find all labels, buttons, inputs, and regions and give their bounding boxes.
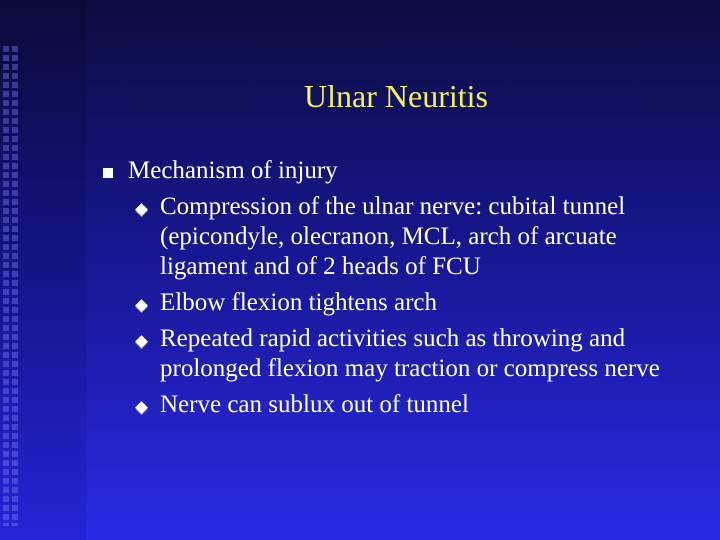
subbullet-item: [96, 192, 696, 282]
diamond-bullet-icon: [135, 203, 148, 216]
decorative-square-grid: [3, 46, 21, 526]
slide-content: [96, 156, 696, 420]
diamond-bullet-icon: [135, 335, 148, 348]
square-bullet-icon: [103, 168, 113, 178]
bullet-text: Mechanism of injury: [128, 157, 338, 184]
diamond-bullet-icon: [135, 401, 148, 414]
slide-title: Ulnar Neuritis: [304, 78, 488, 114]
subbullet-text: Compression of the ulnar nerve: cubital tunnel (epicondyle, olecranon, MCL, arch of arcuate ligament and of 2 heads of FCU: [160, 193, 626, 280]
subbullet-text: Repeated rapid activities such as throwing and prolonged flexion may traction or compress nerve: [160, 325, 660, 382]
diamond-bullet-icon: [135, 299, 148, 312]
subbullet-text: Elbow flexion tightens arch: [160, 289, 438, 316]
subbullet-item: [96, 324, 696, 384]
bullet-item: [96, 156, 696, 186]
subbullet-item: [96, 390, 696, 420]
left-decorative-strip: [0, 0, 86, 540]
subbullet-text: Nerve can sublux out of tunnel: [160, 391, 469, 418]
subbullet-item: [96, 288, 696, 318]
